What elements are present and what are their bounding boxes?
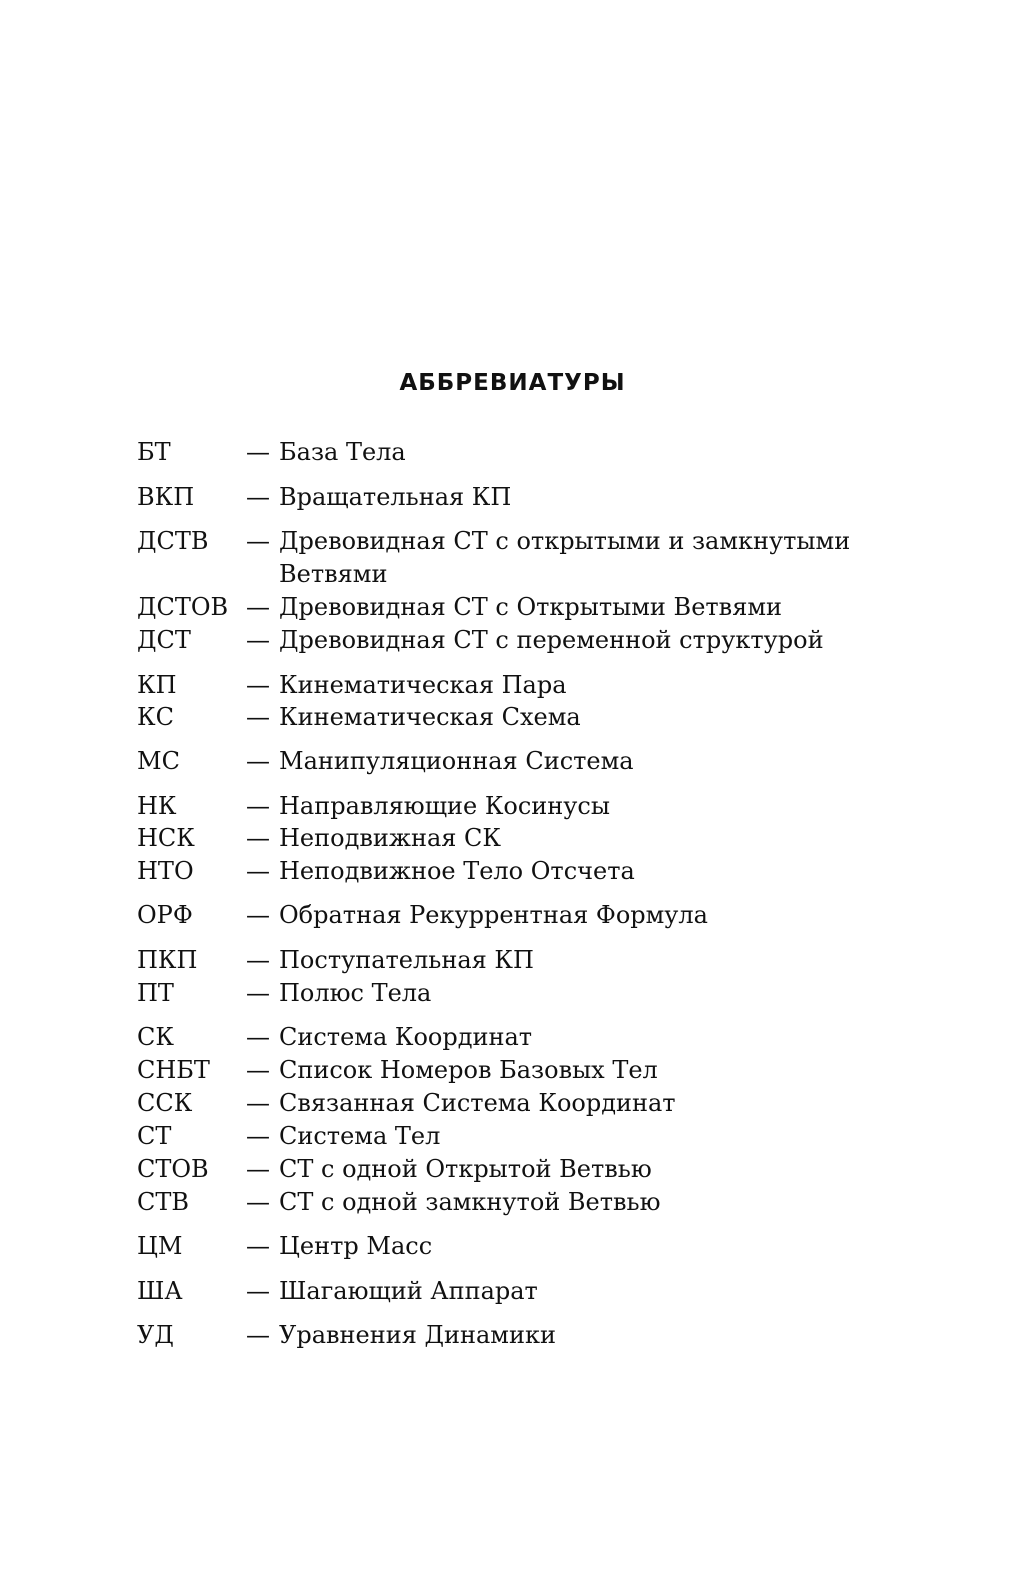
abbreviation-definition: Неподвижная СК	[279, 824, 501, 852]
em-dash: —	[246, 1089, 270, 1117]
abbreviation-definition-line	[246, 855, 635, 888]
abbreviation-term: ПТ	[137, 979, 174, 1007]
em-dash: —	[246, 901, 270, 929]
abbreviation-entry	[0, 1319, 1025, 1352]
abbreviation-term: ЦМ	[137, 1232, 183, 1260]
abbreviation-definition-line	[246, 1054, 658, 1087]
abbreviation-definition-line	[246, 624, 824, 657]
abbreviation-entry	[0, 944, 1025, 977]
abbreviation-entry	[0, 436, 1025, 469]
abbreviation-term: КП	[137, 671, 177, 699]
abbreviation-term: ПКП	[137, 946, 198, 974]
abbreviation-definition-line	[246, 1319, 556, 1352]
abbreviation-definition-line	[246, 481, 511, 514]
abbreviation-definition: Поступательная КП	[279, 946, 534, 974]
em-dash: —	[246, 1122, 270, 1150]
abbreviation-term: ВКП	[137, 483, 195, 511]
abbreviation-entry	[0, 1153, 1025, 1186]
abbreviation-term: МС	[137, 747, 180, 775]
em-dash: —	[246, 1023, 270, 1051]
abbreviation-entry	[0, 1230, 1025, 1263]
abbreviation-definition-line	[246, 1153, 652, 1186]
abbreviation-definition: СТ с одной Открытой Ветвью	[279, 1155, 652, 1183]
abbreviation-entry	[0, 822, 1025, 855]
abbreviation-definition-line	[246, 701, 581, 734]
abbreviation-definition: Список Номеров Базовых Тел	[279, 1056, 658, 1084]
em-dash: —	[246, 824, 270, 852]
abbreviation-definition-line	[246, 436, 406, 469]
abbreviation-term: СТВ	[137, 1188, 190, 1216]
abbreviation-definition-line	[246, 822, 501, 855]
abbreviation-entry	[0, 591, 1025, 624]
em-dash: —	[246, 1056, 270, 1084]
page-title: АББРЕВИАТУРЫ	[399, 370, 626, 396]
abbreviation-entry	[0, 669, 1025, 702]
abbreviation-definition: Уравнения Динамики	[279, 1321, 556, 1349]
abbreviation-definition-line	[246, 1230, 432, 1263]
abbreviation-definition: Направляющие Косинусы	[279, 792, 610, 820]
em-dash: —	[246, 626, 270, 654]
abbreviation-definition: Система Координат	[279, 1023, 533, 1051]
abbreviation-definition: Неподвижное Тело Отсчета	[279, 857, 635, 885]
abbreviation-definition: Центр Масс	[279, 1232, 433, 1260]
abbreviation-definition-line	[246, 944, 534, 977]
abbreviation-definition: Обратная Рекуррентная Формула	[279, 901, 708, 929]
abbreviation-definition: Полюс Тела	[279, 979, 432, 1007]
abbreviation-definition-line	[246, 977, 431, 1010]
abbreviation-entry	[0, 1054, 1025, 1087]
em-dash: —	[246, 747, 270, 775]
abbreviation-term: ССК	[137, 1089, 193, 1117]
abbreviation-definition-line	[246, 899, 708, 932]
abbreviation-term: ДСТВ	[137, 527, 209, 555]
abbreviation-term: ДСТОВ	[137, 593, 229, 621]
abbreviation-entry	[0, 1275, 1025, 1308]
abbreviation-term: СНБТ	[137, 1056, 210, 1084]
em-dash: —	[246, 946, 270, 974]
abbreviation-term: ОРФ	[137, 901, 193, 929]
abbreviation-entry	[0, 624, 1025, 657]
abbreviation-definition-line	[246, 591, 782, 624]
em-dash: —	[246, 1277, 270, 1305]
abbreviation-definition: Древовидная СТ с открытыми и замкнутыми	[279, 527, 851, 555]
abbreviation-definition: База Тела	[279, 438, 406, 466]
abbreviation-definition: СТ с одной замкнутой Ветвью	[279, 1188, 661, 1216]
abbreviation-definition-line	[246, 1021, 532, 1054]
abbreviation-definition-line	[246, 745, 634, 778]
abbreviation-entry	[0, 899, 1025, 932]
abbreviation-term: НК	[137, 792, 177, 820]
abbreviation-term: ША	[137, 1277, 183, 1305]
em-dash: —	[246, 438, 270, 466]
em-dash: —	[246, 703, 270, 731]
abbreviation-definition: Вращательная КП	[279, 483, 512, 511]
abbreviation-term: НСК	[137, 824, 195, 852]
abbreviation-entry	[0, 1087, 1025, 1120]
abbreviation-definition: Кинематическая Схема	[279, 703, 581, 731]
abbreviation-entry	[0, 790, 1025, 823]
abbreviation-entry	[0, 1120, 1025, 1153]
abbreviation-definition: Древовидная СТ с переменной структурой	[279, 626, 824, 654]
abbreviation-term: СТ	[137, 1122, 172, 1150]
abbreviation-definition: Кинематическая Пара	[279, 671, 567, 699]
em-dash: —	[246, 792, 270, 820]
abbreviation-entry	[0, 1021, 1025, 1054]
abbreviation-entry	[0, 977, 1025, 1010]
abbreviation-term: СК	[137, 1023, 174, 1051]
abbreviation-term: БТ	[137, 438, 171, 466]
em-dash: —	[246, 593, 270, 621]
abbreviation-definition-line	[246, 1275, 538, 1308]
abbreviation-entry	[0, 525, 1025, 588]
abbreviation-term: КС	[137, 703, 174, 731]
abbreviation-definition-line	[246, 790, 610, 823]
abbreviation-term: УД	[137, 1321, 174, 1349]
em-dash: —	[246, 483, 270, 511]
abbreviation-entry	[0, 855, 1025, 888]
abbreviation-definition: Связанная Система Координат	[279, 1089, 676, 1117]
abbreviation-definition-continuation: Ветвями	[279, 560, 388, 588]
em-dash: —	[246, 979, 270, 1007]
abbreviation-definition-line	[246, 669, 567, 702]
abbreviation-entry	[0, 701, 1025, 734]
abbreviation-definition-line	[246, 525, 850, 558]
em-dash: —	[246, 857, 270, 885]
em-dash: —	[246, 671, 270, 699]
abbreviation-term: СТОВ	[137, 1155, 209, 1183]
abbreviation-definition-line	[246, 1186, 661, 1219]
abbreviation-term: ДСТ	[137, 626, 191, 654]
abbreviation-term: НТО	[137, 857, 194, 885]
abbreviation-definition: Шагающий Аппарат	[279, 1277, 538, 1305]
em-dash: —	[246, 527, 270, 555]
em-dash: —	[246, 1188, 270, 1216]
abbreviation-definition-line	[246, 1087, 676, 1120]
abbreviation-definition: Древовидная СТ с Открытыми Ветвями	[279, 593, 782, 621]
abbreviation-entry	[0, 1186, 1025, 1219]
abbreviation-definition: Система Тел	[279, 1122, 441, 1150]
abbreviation-entry	[0, 481, 1025, 514]
em-dash: —	[246, 1321, 270, 1349]
em-dash: —	[246, 1155, 270, 1183]
abbreviation-entry	[0, 745, 1025, 778]
em-dash: —	[246, 1232, 270, 1260]
abbreviation-definition: Манипуляционная Система	[279, 747, 634, 775]
abbreviation-definition-line	[246, 1120, 440, 1153]
